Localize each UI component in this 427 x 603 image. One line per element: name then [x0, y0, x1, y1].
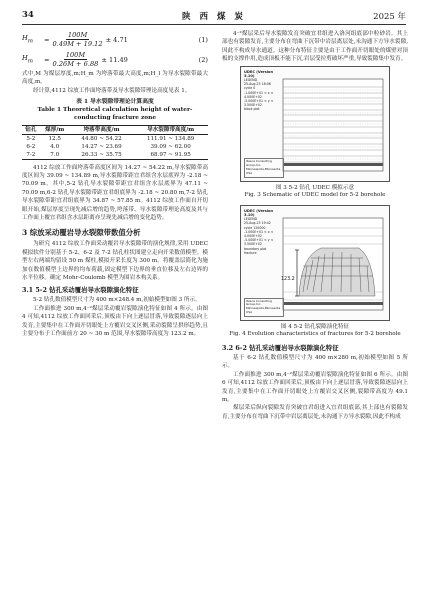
table-header: 煤厚/m: [45, 126, 65, 133]
paragraph-evolution: 工作面推进 300 m,4⁻²煤层采动覆岩裂隙演化特征如图 6 所示。由图 6 可知,4112 综放工作面回采后,顶板由下向上逐层冒落,导致裂隙逐层向上发育,主要集中在工作面开切眼处上方覆岩交叉区侧,裂隙带高度为 49.1 m。: [222, 371, 408, 404]
left-column: [22, 30, 208, 339]
figure-3-legend: UDEC (Version 3.10) LEGEND 25-Aug-23 18:06 cycle 0 -1.000E+01 < x < 4.000E+02 -5.000E+01 < y < 3.500E+02 block plot: [244, 69, 274, 112]
section-heading: 3 综放采动覆岩导水裂隙带数值分析: [22, 228, 141, 238]
fracture-height-table: [22, 125, 208, 160]
right-column: [222, 30, 408, 421]
table-header: 钻孔: [25, 126, 37, 133]
running-header: [22, 10, 406, 25]
paragraph-model: 5-2 钻孔数值模型尺寸为 400 m×248.4 m,初始模型如图 3 所示。: [33, 297, 201, 304]
figure-4-fracture-evolution: [240, 205, 390, 321]
equation-note: 式中,M 为煤层厚度,m;H_m 为垮落带最大高度,m;H_l 为导水裂隙带最大高度,m。: [22, 71, 208, 86]
paragraph-continued: 4⁻²煤层采后导水裂隙发育突破宜君组进入洛河组底部中粒砂岩。其上部也有裂隙发育,主要分布在弯曲下沉带中岩层离层处,未沟通下方导水裂隙,因此不构成导水通道。这种分布特征主要是由于工作面开切眼处的煤壁对顶板的支撑作用,造成顶板不能下沉,岩层受拉剪破坏严重,导致裂隙集中发育。: [222, 31, 408, 63]
equation-1: $H_m$ = $\frac{100M}{0.49M + 19.12}$ ± 4.71 (1): [22, 31, 208, 48]
table-header: 垮落带高度/m: [83, 126, 120, 133]
subsection-heading: 3.1 5-2 钻孔采动覆岩导水裂隙演化特征: [22, 286, 139, 295]
paragraph-calc: 经计算,4112 综放工作面垮落带及导水裂隙带理论高度见表 1。: [33, 87, 191, 94]
table-row: 7-2 7.0 26.33 ~ 35.75 68.97 ~ 91.95: [22, 151, 208, 160]
fracture-height-label: 123.2: [281, 276, 295, 282]
subsection-heading: 3.2 6-2 钻孔采动覆岩导水裂隙演化特征: [222, 344, 339, 352]
paragraph-result: 4112 综放工作面垮落带高度区间为 14.27 ~ 54.22 m,导水裂隙带高度区间为 39.09 ~ 134.89 m,导水裂隙带距宜君组含水层底界为 -2.18 ~ 70.09 m。其中,5-2 钻孔导水裂隙带距宜君组含水层底界为 47.11 ~ 70.09 m,6-2 钻孔导水裂隙带距宜君组底界为 -2.18 ~ 20.80 m,7-2 钻孔导水裂隙带距宜君组底界为 34.87 ~ 57.85 m。4112 综放工作面自开切眼开始,煤层厚度呈现先减后增的趋势,垮落带、导水裂隙带理论高度及其与工作面上覆宜君组含水层距离亦呈现先减后增的变化趋势。: [22, 164, 208, 222]
table-row: 6-2 4.0 14.27 ~ 23.69 39.09 ~ 62.00: [26, 143, 191, 150]
table-caption: 表 1 导水裂隙带理论计算高度 Table 1 Theoretical calculation height of water- conducting fracture zone: [37, 99, 193, 121]
paragraph-model: 基于 6-2 钻孔数值模型尺寸为 400 m×280 m,初始模型如图 5 所示。: [222, 355, 408, 370]
journal-name: 陕 西 煤 炭: [182, 12, 246, 22]
figure-3-udec-model: [240, 66, 390, 182]
figure-4-caption: 图 4 5-2 钻孔裂隙演化特征 Fig. 4 Evolution characteristics of fractures for 5-2 borehole: [229, 323, 401, 338]
table-header: 导水裂隙带高度/m: [147, 126, 195, 133]
table-row: 5-2 12.5 44.80 ~ 54.22 111.91 ~ 134.89: [26, 135, 195, 142]
figure-3-credit: Itasca Consulting Group,Inc. Minneapolis,Minnesota USA: [244, 158, 284, 177]
figure-3-caption: 图 3 5-2 钻孔 UDEC 模拟示意 Fig. 3 Schematic of UDEC model for 5-2 borehole: [244, 184, 386, 199]
paragraph-evolution: 工作面推进 300 m,4⁻²煤层采动覆岩裂隙演化特征如图 4 所示。由图 4 可知,4112 综放工作面回采后,顶板由下向上逐层冒落,导致裂隙逐层向上发育,主要集中在工作面开切眼处上方覆岩交叉区侧,采动裂隙呈拱形趋势,且主要分布于工作面前方 20 ~ 30 m 范围,导水裂隙带高度为 123.2 m。: [22, 305, 208, 338]
page-number: 34: [22, 10, 34, 20]
paragraph-last: 煤层采后纵向裂隙发育突破宜君组进入宜君组底部,其上部也有裂隙发育,主要分布在弯曲下沉带中岩层离层处,未沟通下方导水裂隙,因此不构成: [222, 405, 408, 420]
equation-2: $H_m$ = $\frac{100M}{0.26M + 6.88}$ ± 11.49 (2): [22, 51, 208, 68]
figure-4-credit: Itasca Consulting Group,Inc. Minneapolis,Minnesota USA: [244, 298, 284, 317]
figure-4-legend: UDEC (Version 3.10) LEGEND 25-Aug-23 19:42 cycle 120000 -1.000E+01 < x < 4.000E+02 -5.000E+01 < y < 3.500E+02 boundary plot fracture: [244, 208, 274, 255]
paragraph-intro: 为研究 4112 综放工作面采动覆岩导水裂隙带的演化规律,采用 UDEC 模拟软件分别基于 5-2、6-2 及 7-2 钻孔柱状图建立走向开采数值模型。模型左右两端均留设 50 m 煤柱,模拟开采长度为 300 m。将覆盖层简化为施加在数值模型上边界的均布荷载,固定模型下边界的垂直位移及左右边界的水平位移。确定 Mohr-Coulomb 模型为围岩本构关系。: [22, 241, 208, 282]
journal-year: 2025 年: [373, 12, 406, 22]
